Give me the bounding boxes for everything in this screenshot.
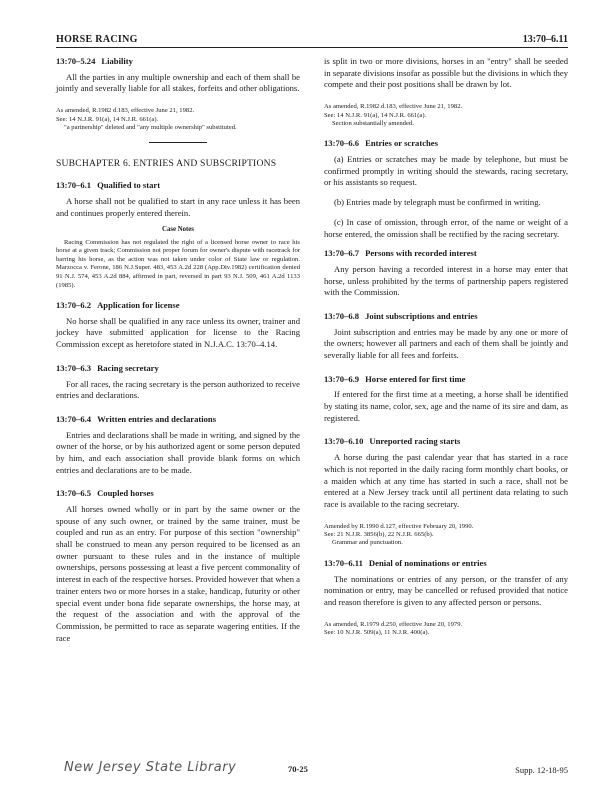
section-heading: 13:70–6.10 Unreported racing starts [324, 436, 461, 447]
source-note: See: 14 N.J.R. 91(a), 14 N.J.R. 661(a). [324, 111, 427, 119]
right-column [324, 56, 568, 638]
section-body: All horses owned wholly or in part by the same owner or the spouse of any such owner, or trained by the same trainer, must be coupled and run as an entry. For purpose of this section "ownership" shall be construed to mean any person required to be licensed as an owner pursuant to these rules and in the instance of multiple ownerships, persons possessing at least a five percent commonality of interest in each of the respective horses. Provided however that when a trainer enters two or more horses in a stake, handicap, futurity or other special event under bona fide separate ownerships, the horse may, at the request of the association and with the approval of the Commission, be permitted to race as separate wagering entities. If the race [56, 504, 300, 643]
header-title: HORSE RACING [56, 34, 138, 45]
source-note: "a partnership" deleted and "any multiple ownership" substituted. [64, 123, 237, 131]
subsection-a: (a) Entries or scratches may be made by telephone, but must be confirmed promptly in writing should the stewards, racing secretary, or his assistants so request. [324, 154, 568, 188]
section-heading: 13:70–6.1 Qualified to start [56, 180, 161, 191]
section-heading: 13:70–6.7 Persons with recorded interest [324, 248, 477, 259]
source-note: Grammar and punctuation. [332, 539, 403, 547]
subchapter-title: SUBCHAPTER 6. ENTRIES AND SUBSCRIPTIONS [56, 158, 277, 170]
page-number: 70-25 [288, 764, 308, 774]
section-body: All the parties in any multiple ownership and each of them shall be jointly and severally liable for all stakes, forfeits and other obligations. [56, 71, 300, 94]
section-body: If entered for the first time at a meeting, a horse shall be identified by stating its name, color, sex, age and the name of its sire and dam, as registered. [324, 389, 568, 423]
header-section: 13:70–6.11 [522, 34, 568, 45]
source-note: Section substantially amended. [332, 119, 414, 127]
section-heading: 13:70–6.9 Horse entered for first time [324, 373, 466, 384]
subsection-c: (c) In case of omission, through error, of the name or weight of a horse entered, the omission shall be rectified by the racing secretary. [324, 216, 568, 239]
section-body: A horse shall not be qualified to start in any race unless it has been and continues properly entered therein. [56, 196, 300, 218]
running-header [56, 34, 568, 50]
section-heading: 13:70–6.4 Written entries and declarations [56, 413, 217, 424]
section-heading: 13:70–6.3 Racing secretary [56, 362, 159, 373]
library-stamp: New Jersey State Library [64, 760, 237, 775]
section-body: No horse shall be qualified in any race unless its owner, trainer and jockey have submitted application for license to the Racing Commission except as heretofore stated in N.J.A.C. 13:70–4.14. [56, 315, 300, 350]
section-body: Entries and declarations shall be made in writing, and signed by the owner of the horse, or by his authorized agent or some person deputed by him, and each association shall provide blank forms on which entries and declarations are to be made. [56, 429, 300, 475]
section-body: Joint subscription and entries may be made by any one or more of the owners; however all partners and each of them shall be jointly and severally liable for all fees and forfeits. [324, 326, 568, 360]
section-heading: 13:70–6.11 Denial of nominations or entries [324, 557, 487, 568]
header-rule [56, 47, 568, 48]
left-column [56, 56, 300, 650]
section-body: A horse during the past calendar year that has started in a race which is not reported in the daily racing form monthly chart books, or a maiden which at any time has started in such a race, shall not be entered at a New Jersey track until all pertinent data relating to such race is available to the racing secretary. [324, 452, 568, 509]
subsection-b: (b) Entries made by telegraph must be confirmed in writing. [334, 197, 541, 208]
section-body: The nominations or entries of any person, or the transfer of any nomination or entry, may be cancelled or refused provided that notice and reason therefore is given to any affected person or persons. [324, 573, 568, 607]
source-note: See: 14 N.J.R. 91(a), 14 N.J.R. 661(a). [56, 115, 159, 123]
supplement-date: Supp. 12-18-95 [515, 765, 568, 775]
section-body-continued: is split in two or more divisions, horses in an "entry" shall be seeded in separate divisions insofar as possible but the divisions in which they compete and their post positions shall be drawn by lot. [324, 56, 568, 90]
section-heading: 13:70–6.6 Entries or scratches [324, 138, 438, 149]
case-notes-text: Racing Commission has not regulated the right of a licensed horse owner to race his horse at a given track; Commission not proper forum for owner's dispute with racetrack for barring his horse, as the action was not taken under color of State law or regulation. Marzocca v. Ferone, 186 N.J.Super. 483, 453 A.2d 228 (App.Div.1982) certification denied 91 N.J. 574, 453 A.2d 884, affirmed in part, reversed in part 93 N.J. 509, 461 A.2d 1133 (1985). [56, 238, 300, 289]
source-note: Amended by R.1990 d.127, effective February 20, 1990. [324, 522, 474, 530]
section-heading: 13:70–6.2 Application for license [56, 300, 180, 311]
section-heading: 13:70–5.24 Liability [56, 56, 133, 66]
source-note: As amended, R.1982 d.183, effective June 21, 1982. [324, 103, 463, 111]
section-heading: 13:70–6.8 Joint subscriptions and entries [324, 310, 478, 321]
section-heading: 13:70–6.5 Coupled horses [56, 488, 154, 499]
source-note: See: 10 N.J.R. 509(a), 11 N.J.R. 400(a). [324, 629, 430, 637]
source-note: See: 21 N.J.R. 3856(b), 22 N.J.R. 665(b). [324, 531, 434, 538]
source-note: As amended, R.1979 d.250, effective June 20, 1979. [324, 620, 463, 628]
case-notes-title: Case Notes [162, 226, 194, 234]
section-body: For all races, the racing secretary is the person authorized to receive entries and declarations. [56, 378, 300, 401]
section-body: Any person having a recorded interest in a horse may enter that horse, unless prohibited by the terms of partnership papers registered with the Commission. [324, 263, 568, 298]
divider [149, 142, 207, 143]
source-note: As amended, R.1982 d.183, effective June 21, 1982. [56, 107, 195, 115]
